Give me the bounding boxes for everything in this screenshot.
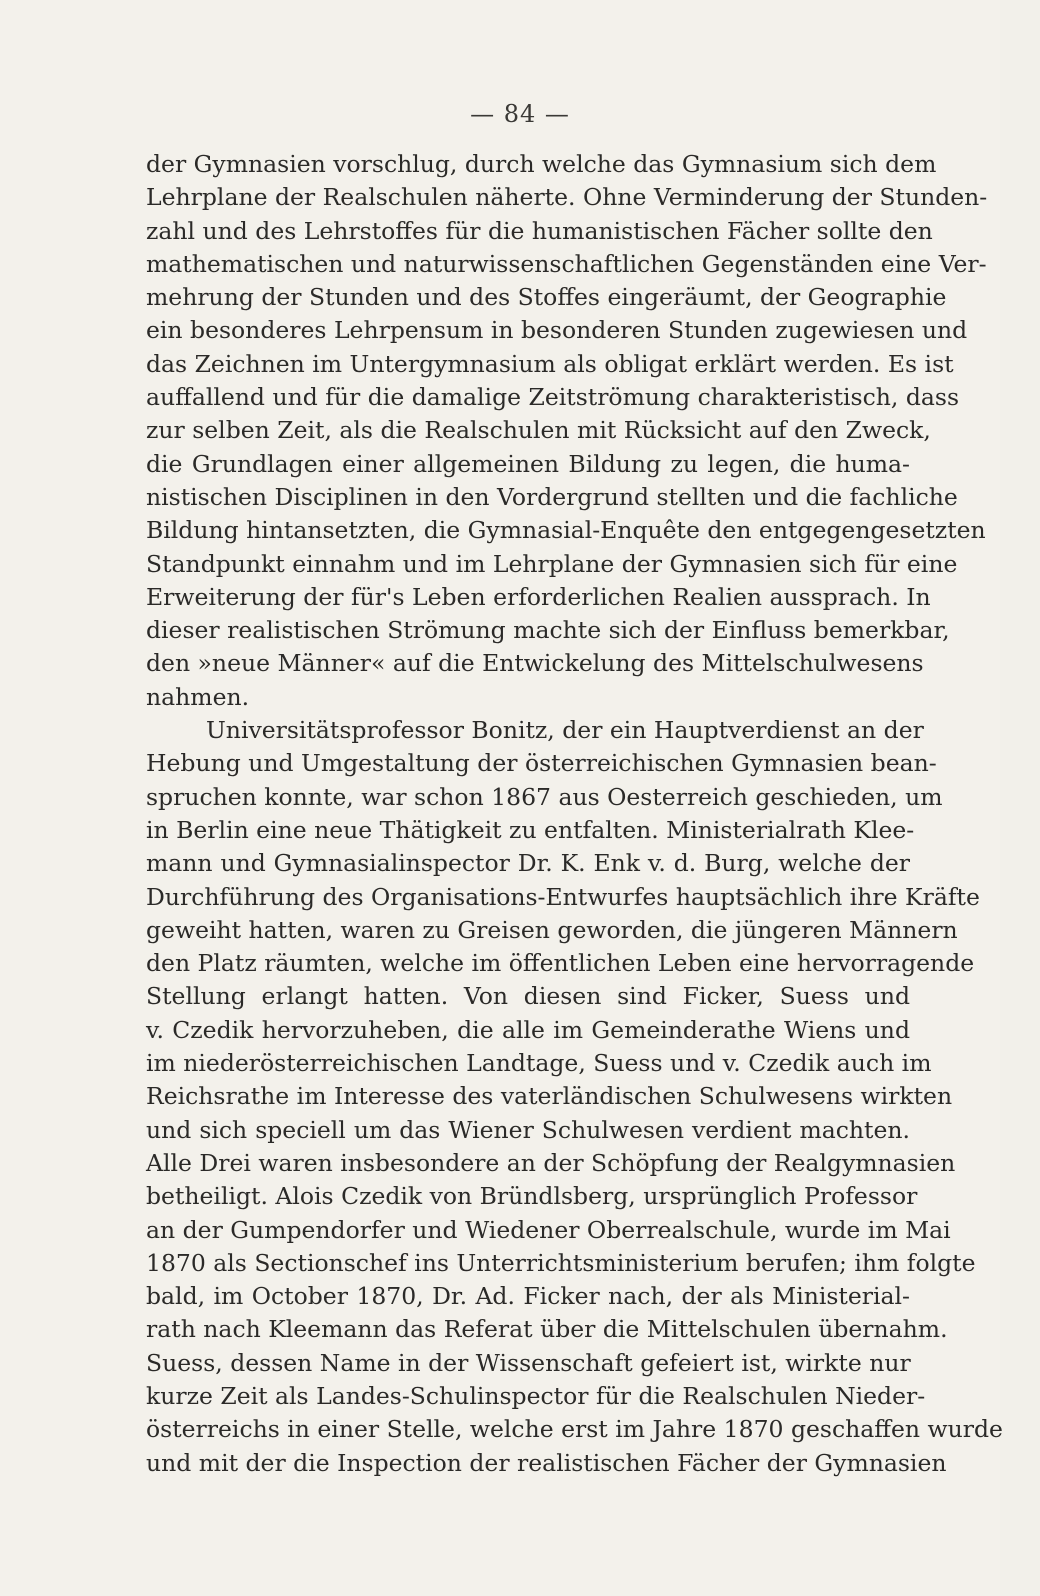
- text-line: Hebung und Umgestaltung der österreichischen Gymnasien bean-: [146, 749, 937, 778]
- text-line: spruchen konnte, war schon 1867 aus Oesterreich geschieden, um: [146, 782, 943, 811]
- text-line: der Gymnasien vorschlug, durch welche das Gymnasium sich dem: [146, 150, 937, 178]
- paragraph: [146, 714, 1003, 1480]
- text-line: an der Gumpendorfer und Wiedener Oberrealschule, wurde im Mai: [146, 1215, 951, 1244]
- text-line: nistischen Disciplinen in den Vordergrund stellten und die fachliche: [146, 482, 958, 511]
- text-line: Lehrplane der Realschulen näherte. Ohne Verminderung der Stunden-: [146, 183, 988, 212]
- text-line: Alle Drei waren insbesondere an der Schöpfung der Realgymnasien: [146, 1148, 956, 1177]
- page-number: — 84 —: [470, 100, 570, 128]
- text-line: im niederösterreichischen Landtage, Suess und v. Czedik auch im: [146, 1049, 932, 1078]
- text-line: Suess, dessen Name in der Wissenschaft gefeiert ist, wirkte nur: [146, 1348, 911, 1377]
- text-line: mehrung der Stunden und des Stoffes eingeräumt, der Geographie: [146, 283, 947, 312]
- text-line: und sich speciell um das Wiener Schulwesen verdient machten.: [146, 1115, 910, 1144]
- text-line: Bildung hintansetzten, die Gymnasial-Enquête den entgegengesetzten: [146, 516, 986, 545]
- text-line: ein besonderes Lehrpensum in besonderen Stunden zugewiesen und: [146, 316, 968, 345]
- text-line: auffallend und für die damalige Zeitströmung charakteristisch, dass: [146, 383, 960, 412]
- text-line: dieser realistischen Strömung machte sich der Einfluss bemerkbar,: [146, 616, 950, 645]
- text-line: Durchführung des Organisations-Entwurfes hauptsächlich ihre Kräfte: [146, 882, 980, 911]
- text-line: in Berlin eine neue Thätigkeit zu entfalten. Ministerialrath Klee-: [146, 815, 915, 844]
- text-line: Erweiterung der für's Leben erforderlichen Realien aussprach. In: [146, 582, 931, 611]
- text-line: mathematischen und naturwissenschaftlichen Gegenständen eine Ver-: [146, 249, 987, 278]
- text-line: die Grundlagen einer allgemeinen Bildung zu legen, die huma-: [146, 449, 910, 478]
- text-line: das Zeichnen im Untergymnasium als obligat erklärt werden. Es ist: [146, 349, 954, 378]
- text-line: Stellung erlangt hatten. Von diesen sind Ficker, Suess und: [146, 982, 910, 1011]
- text-line: mann und Gymnasialinspector Dr. K. Enk v. d. Burg, welche der: [146, 849, 910, 878]
- text-line: den »neue Männer« auf die Entwickelung des Mittelschulwesens: [146, 649, 924, 678]
- text-line: österreichs in einer Stelle, welche erst im Jahre 1870 geschaffen wurde: [146, 1415, 1003, 1444]
- text-line: geweiht hatten, waren zu Greisen geworden, die jüngeren Männern: [146, 915, 958, 944]
- text-line: v. Czedik hervorzuheben, die alle im Gemeinderathe Wiens und: [146, 1015, 910, 1044]
- text-line: Standpunkt einnahm und im Lehrplane der Gymnasien sich für eine: [146, 549, 958, 578]
- text-line: 1870 als Sectionschef ins Unterrichtsministerium berufen; ihm folgte: [146, 1248, 976, 1277]
- text-line: und mit der die Inspection der realistischen Fächer der Gymnasien: [146, 1448, 947, 1477]
- text-line: bald, im October 1870, Dr. Ad. Ficker nach, der als Ministerial-: [146, 1282, 910, 1311]
- text-line: den Platz räumten, welche im öffentlichen Leben eine hervorragende: [146, 949, 975, 978]
- text-line: Universitätsprofessor Bonitz, der ein Hauptverdienst an der: [206, 716, 924, 745]
- text-line: rath nach Kleemann das Referat über die Mittelschulen übernahm.: [146, 1315, 948, 1344]
- text-line: betheiligt. Alois Czedik von Bründlsberg, ursprünglich Professor: [146, 1182, 918, 1211]
- paragraph: [146, 148, 988, 714]
- text-line: zahl und des Lehrstoffes für die humanistischen Fächer sollte den: [146, 216, 933, 245]
- text-line: nahmen.: [146, 682, 250, 711]
- text-line: Reichsrathe im Interesse des vaterländischen Schulwesens wirkten: [146, 1082, 953, 1111]
- body-text: [146, 148, 1003, 1480]
- text-line: kurze Zeit als Landes-Schulinspector für die Realschulen Nieder-: [146, 1381, 926, 1410]
- text-line: zur selben Zeit, als die Realschulen mit Rücksicht auf den Zweck,: [146, 416, 931, 445]
